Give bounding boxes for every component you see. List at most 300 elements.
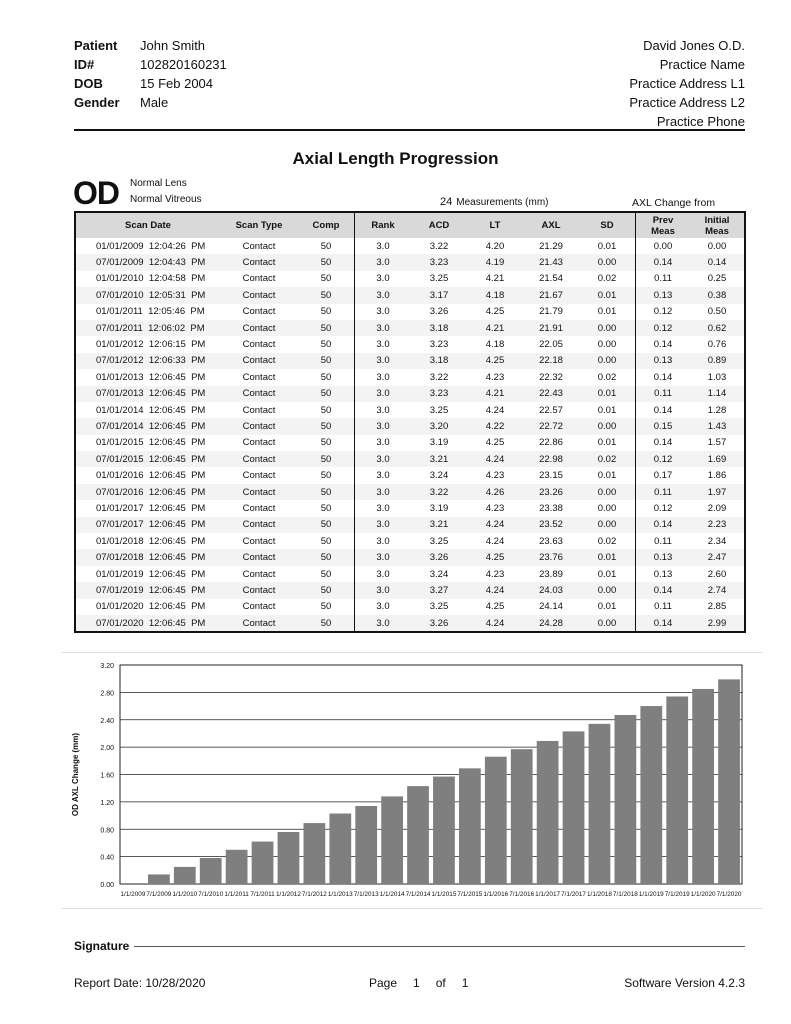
col-axl: AXL: [523, 212, 579, 238]
x-tick-label: 7/1/2020: [716, 891, 742, 898]
x-tick-label: 7/1/2019: [664, 891, 690, 898]
dob-label: DOB: [74, 76, 103, 91]
cell-scan-type: Contact: [220, 484, 298, 500]
cell-initial-meas-change: 2.34: [707, 535, 727, 547]
cell-initial-meas-change: 1.28: [707, 404, 727, 416]
table-row: [75, 386, 745, 402]
cell-comp: 50: [320, 601, 332, 613]
cell-axl: 23.52: [523, 517, 579, 533]
cell-lt: 4.25: [485, 601, 505, 613]
cell-scan-date: 07/01/2009 12:04:43 PM: [75, 254, 220, 270]
cell-scan-date: 01/01/2012 12:06:15 PM: [96, 339, 206, 351]
col-sd: SD: [579, 212, 636, 238]
cell-prev-meas-change: 0.17: [636, 467, 691, 483]
cell-prev-meas-change: 0.11: [636, 484, 691, 500]
cell-scan-date: 07/01/2014 12:06:45 PM: [75, 418, 220, 434]
col-prev-meas-line2: Meas: [651, 225, 675, 237]
cell-initial-meas-change: 1.86: [707, 470, 727, 482]
cell-prev-meas-change: 0.14: [636, 369, 691, 385]
doctor-name: David Jones O.D.: [643, 38, 745, 53]
software-version: Software Version 4.2.3: [624, 976, 745, 990]
x-tick-label: 1/1/2016: [483, 891, 509, 898]
cell-acd: 3.19: [429, 502, 449, 514]
cell-scan-date: 01/01/2009 12:04:26 PM: [96, 240, 206, 252]
col-scan-date: Scan Date: [75, 212, 220, 238]
cell-acd: 3.26: [411, 615, 467, 632]
col-scan-type: Scan Type: [220, 212, 298, 238]
cell-rank: 3.0: [355, 500, 412, 516]
page-label: Page: [369, 976, 398, 990]
cell-acd: 3.26: [429, 306, 449, 318]
cell-acd: 3.18: [411, 320, 467, 336]
cell-scan-date: 01/01/2016 12:06:45 PM: [96, 470, 206, 482]
cell-axl: 23.38: [539, 502, 563, 514]
cell-rank: 3.0: [355, 402, 412, 418]
y-tick-label: 1.20: [100, 799, 114, 807]
table-row: [75, 484, 745, 500]
page-total: 1: [461, 976, 469, 990]
cell-lt: 4.23: [485, 568, 505, 580]
cell-scan-type: Contact: [220, 451, 298, 467]
cell-axl: 23.63: [539, 535, 563, 547]
cell-initial-meas-change: 0.62: [690, 320, 745, 336]
patient-dob: 15 Feb 2004: [140, 76, 214, 91]
cell-rank: 3.0: [355, 336, 412, 352]
practice-name: Practice Name: [659, 57, 745, 72]
cell-rank: 3.0: [355, 517, 412, 533]
cell-lt: 4.21: [467, 320, 523, 336]
y-tick-label: 0.00: [100, 882, 114, 889]
bar: [640, 706, 662, 884]
cell-initial-meas-change: 2.47: [690, 549, 745, 565]
header-divider: [74, 129, 745, 131]
x-tick-label: 7/1/2012: [301, 891, 327, 898]
cell-axl: 22.05: [539, 339, 563, 351]
cell-comp: 50: [320, 273, 332, 285]
cell-sd: 0.00: [579, 353, 636, 369]
x-tick-label: 7/1/2014: [405, 891, 431, 898]
table-row: [75, 287, 745, 303]
cell-initial-meas-change: 0.89: [690, 353, 745, 369]
cell-acd: 3.23: [411, 386, 467, 402]
y-tick-label: 0.40: [100, 854, 114, 862]
cell-rank: 3.0: [355, 238, 412, 254]
col-lt: LT: [467, 212, 523, 238]
cell-scan-type: Contact: [220, 582, 298, 598]
cell-prev-meas-change: 0.11: [636, 271, 691, 287]
cell-prev-meas-change: 0.12: [636, 500, 691, 516]
cell-prev-meas-change: 0.13: [636, 287, 691, 303]
report-date: Report Date: 10/28/2020: [74, 976, 206, 990]
cell-axl: 21.43: [523, 254, 579, 270]
cell-scan-date: 07/01/2018 12:06:45 PM: [75, 549, 220, 565]
practice-address-1: Practice Address L1: [629, 76, 745, 91]
cell-scan-date: 07/01/2015 12:06:45 PM: [75, 451, 220, 467]
cell-acd: 3.22: [411, 484, 467, 500]
bar: [485, 757, 507, 884]
y-tick-label: 2.80: [100, 690, 114, 698]
table-row: [75, 517, 745, 533]
cell-scan-type: Contact: [242, 273, 276, 285]
cell-axl: 21.67: [523, 287, 579, 303]
cell-comp: 50: [298, 254, 355, 270]
cell-lt: 4.23: [485, 502, 505, 514]
patient-values: [140, 36, 227, 112]
cell-scan-date: 01/01/2014 12:06:45 PM: [96, 404, 206, 416]
cell-sd: 0.02: [579, 451, 636, 467]
y-tick-label: 2.40: [100, 717, 114, 725]
cell-axl: 24.03: [523, 582, 579, 598]
cell-acd: 3.24: [429, 568, 449, 580]
cell-rank: 3.0: [355, 271, 412, 287]
cell-initial-meas-change: 0.25: [707, 273, 727, 285]
table-row: [75, 320, 745, 336]
cell-comp: 50: [298, 484, 355, 500]
axl-change-header: AXL Change from: [632, 197, 716, 209]
cell-rank: 3.0: [355, 451, 412, 467]
cell-acd: 3.18: [411, 353, 467, 369]
x-tick-label: 1/1/2020: [690, 891, 716, 898]
cell-comp: 50: [320, 371, 332, 383]
table-row: [75, 369, 745, 385]
eye-code: OD: [73, 175, 119, 211]
x-tick-label: 1/1/2012: [276, 891, 301, 898]
x-tick-label: 1/1/2011: [224, 891, 249, 898]
cell-sd: 0.01: [597, 601, 617, 613]
cell-lt: 4.25: [467, 353, 523, 369]
x-tick-label: 1/1/2018: [587, 891, 612, 898]
cell-rank: 3.0: [355, 484, 412, 500]
cell-rank: 3.0: [355, 418, 412, 434]
cell-scan-date: 07/01/2013 12:06:45 PM: [75, 386, 220, 402]
x-tick-label: 7/1/2009: [146, 891, 172, 898]
bar: [692, 689, 714, 884]
cell-scan-type: Contact: [220, 287, 298, 303]
table-row: [75, 238, 745, 254]
cell-scan-type: Contact: [242, 535, 276, 547]
y-tick-label: 1.60: [100, 772, 114, 780]
cell-scan-date: 07/01/2012 12:06:33 PM: [75, 353, 220, 369]
cell-initial-meas-change: 0.50: [707, 306, 727, 318]
cell-comp: 50: [298, 386, 355, 402]
bar: [355, 806, 377, 884]
x-tick-label: 1/1/2019: [638, 891, 664, 898]
patient-name: John Smith: [140, 38, 206, 53]
cell-initial-meas-change: 0.76: [707, 339, 727, 351]
cell-scan-type: Contact: [220, 254, 298, 270]
cell-axl: 22.86: [539, 437, 563, 449]
cell-scan-date: 07/01/2016 12:06:45 PM: [75, 484, 220, 500]
cell-scan-type: Contact: [220, 418, 298, 434]
cell-prev-meas-change: 0.14: [636, 615, 691, 632]
table-row: [75, 254, 745, 270]
cell-prev-meas-change: 0.14: [636, 336, 691, 352]
cell-comp: 50: [320, 535, 332, 547]
cell-lt: 4.19: [467, 254, 523, 270]
signature-label: Signature: [74, 939, 130, 953]
cell-sd: 0.00: [597, 339, 617, 351]
cell-rank: 3.0: [355, 566, 412, 582]
col-initial-meas-line1: Initial: [704, 214, 730, 226]
practice-address-2: Practice Address L2: [629, 95, 745, 110]
cell-axl: 23.76: [523, 549, 579, 565]
table-row: [75, 304, 745, 320]
cell-scan-type: Contact: [220, 615, 298, 632]
cell-scan-date: 01/01/2018 12:06:45 PM: [96, 535, 206, 547]
cell-comp: 50: [298, 582, 355, 598]
col-comp: Comp: [298, 212, 355, 238]
bar: [666, 696, 688, 884]
cell-scan-type: Contact: [242, 502, 276, 514]
x-tick-label: 1/1/2010: [172, 891, 198, 898]
cell-prev-meas-change: 0.14: [636, 582, 691, 598]
measurements-header: [440, 196, 549, 208]
bar: [459, 768, 481, 884]
cell-sd: 0.01: [579, 386, 636, 402]
bar: [511, 749, 533, 884]
cell-comp: 50: [320, 470, 332, 482]
cell-prev-meas-change: 0.15: [636, 418, 691, 434]
cell-sd: 0.02: [597, 273, 617, 285]
cell-acd: 3.25: [429, 535, 449, 547]
cell-rank: 3.0: [355, 599, 412, 615]
cell-initial-meas-change: 2.60: [707, 568, 727, 580]
cell-lt: 4.24: [467, 451, 523, 467]
cell-comp: 50: [298, 353, 355, 369]
cell-comp: 50: [298, 320, 355, 336]
practice-info: [629, 36, 745, 131]
table-row: [75, 615, 745, 632]
cell-initial-meas-change: 2.23: [690, 517, 745, 533]
bar: [278, 832, 300, 884]
cell-axl: 23.15: [539, 470, 563, 482]
cell-sd: 0.02: [597, 371, 617, 383]
cell-scan-type: Contact: [242, 371, 276, 383]
cell-acd: 3.26: [411, 549, 467, 565]
measurement-label: Measurements (mm): [456, 197, 549, 208]
cell-prev-meas-change: 0.14: [636, 517, 691, 533]
cell-rank: 3.0: [355, 369, 412, 385]
cell-prev-meas-change: 0.14: [636, 254, 691, 270]
cell-initial-meas-change: 1.03: [707, 371, 727, 383]
x-tick-label: 7/1/2010: [198, 891, 224, 898]
cell-scan-type: Contact: [220, 353, 298, 369]
cell-axl: 24.14: [539, 601, 563, 613]
cell-scan-date: 01/01/2015 12:06:45 PM: [96, 437, 206, 449]
col-prev-meas: [636, 212, 691, 238]
cell-sd: 0.01: [597, 568, 617, 580]
cell-rank: 3.0: [355, 254, 412, 270]
cell-scan-date: 07/01/2019 12:06:45 PM: [75, 582, 220, 598]
x-tick-label: 1/1/2017: [535, 891, 561, 898]
table-row: [75, 533, 745, 549]
cell-scan-date: 01/01/2017 12:06:45 PM: [96, 502, 206, 514]
table-row: [75, 271, 745, 287]
table-row: [75, 582, 745, 598]
table-row: [75, 353, 745, 369]
bar: [174, 867, 196, 884]
cell-axl: 22.72: [523, 418, 579, 434]
cell-initial-meas-change: 0.00: [707, 240, 727, 252]
cell-axl: 22.18: [523, 353, 579, 369]
cell-rank: 3.0: [355, 435, 412, 451]
cell-rank: 3.0: [355, 549, 412, 565]
cell-lt: 4.22: [467, 418, 523, 434]
cell-sd: 0.00: [579, 615, 636, 632]
cell-lt: 4.25: [485, 437, 505, 449]
cell-axl: 23.26: [523, 484, 579, 500]
measurement-table: [74, 211, 746, 633]
page-indicator: [369, 976, 468, 990]
cell-prev-meas-change: 0.00: [636, 238, 691, 254]
cell-scan-date: 01/01/2020 12:06:45 PM: [96, 601, 206, 613]
y-tick-label: 2.00: [100, 745, 114, 753]
cell-axl: 21.79: [539, 306, 563, 318]
patient-label: Patient: [74, 38, 118, 53]
cell-prev-meas-change: 0.14: [636, 435, 691, 451]
vitreous-type: Normal Vitreous: [130, 194, 202, 205]
report-title: Axial Length Progression: [292, 149, 499, 168]
y-tick-label: 0.80: [100, 827, 114, 835]
cell-prev-meas-change: 0.14: [636, 402, 691, 418]
cell-acd: 3.20: [411, 418, 467, 434]
cell-axl: 24.28: [523, 615, 579, 632]
col-prev-meas-line1: Prev: [652, 214, 674, 226]
cell-rank: 3.0: [355, 304, 412, 320]
cell-prev-meas-change: 0.13: [636, 549, 691, 565]
axl-change-chart: [62, 653, 762, 908]
cell-sd: 0.01: [597, 404, 617, 416]
cell-lt: 4.25: [485, 306, 505, 318]
cell-lt: 4.24: [485, 535, 505, 547]
signature-line: [134, 946, 745, 947]
bar: [226, 850, 248, 884]
cell-axl: 21.54: [539, 273, 563, 285]
cell-scan-date: 01/01/2019 12:06:45 PM: [96, 568, 206, 580]
cell-prev-meas-change: 0.11: [636, 386, 691, 402]
cell-lt: 4.18: [467, 287, 523, 303]
cell-sd: 0.00: [597, 502, 617, 514]
x-tick-label: 7/1/2011: [250, 891, 275, 898]
chart-panel: [62, 652, 762, 909]
lens-type: Normal Lens: [130, 178, 187, 189]
gender-label: Gender: [74, 95, 120, 110]
bar: [329, 814, 351, 884]
bar: [303, 823, 325, 884]
col-rank: Rank: [355, 212, 412, 238]
cell-prev-meas-change: 0.13: [636, 566, 691, 582]
cell-sd: 0.00: [579, 254, 636, 270]
cell-comp: 50: [320, 502, 332, 514]
patient-gender: Male: [140, 95, 169, 110]
cell-acd: 3.19: [429, 437, 449, 449]
cell-lt: 4.18: [485, 339, 505, 351]
cell-rank: 3.0: [355, 582, 412, 598]
bar: [433, 777, 455, 884]
cell-lt: 4.24: [467, 517, 523, 533]
cell-initial-meas-change: 0.38: [690, 287, 745, 303]
cell-axl: 22.57: [539, 404, 563, 416]
cell-sd: 0.00: [579, 517, 636, 533]
cell-lt: 4.24: [485, 404, 505, 416]
table-row: [75, 418, 745, 434]
cell-prev-meas-change: 0.12: [636, 451, 691, 467]
cell-rank: 3.0: [355, 615, 412, 632]
cell-axl: 22.32: [539, 371, 563, 383]
cell-scan-type: Contact: [242, 240, 276, 252]
x-tick-label: 1/1/2009: [120, 891, 146, 898]
cell-acd: 3.17: [411, 287, 467, 303]
cell-rank: 3.0: [355, 287, 412, 303]
of-label: of: [435, 976, 446, 990]
cell-initial-meas-change: 2.09: [707, 502, 727, 514]
cell-acd: 3.21: [411, 451, 467, 467]
cell-comp: 50: [298, 418, 355, 434]
cell-sd: 0.01: [597, 306, 617, 318]
table-row: [75, 336, 745, 352]
cell-acd: 3.22: [429, 371, 449, 383]
cell-initial-meas-change: 1.14: [690, 386, 745, 402]
cell-lt: 4.24: [467, 615, 523, 632]
cell-rank: 3.0: [355, 533, 412, 549]
bar: [407, 786, 429, 884]
col-initial-meas-line2: Meas: [705, 225, 729, 237]
bar: [200, 858, 222, 884]
cell-comp: 50: [320, 339, 332, 351]
cell-lt: 4.23: [485, 470, 505, 482]
table-row: [75, 549, 745, 565]
patient-labels: [74, 36, 120, 112]
practice-phone: Practice Phone: [656, 114, 745, 129]
cell-lt: 4.21: [467, 386, 523, 402]
cell-initial-meas-change: 1.43: [690, 418, 745, 434]
cell-acd: 3.25: [429, 601, 449, 613]
cell-scan-date: 01/01/2010 12:04:58 PM: [96, 273, 206, 285]
cell-acd: 3.23: [429, 339, 449, 351]
bar: [563, 731, 585, 884]
cell-initial-meas-change: 0.14: [690, 254, 745, 270]
cell-comp: 50: [298, 549, 355, 565]
cell-sd: 0.01: [597, 240, 617, 252]
cell-scan-type: Contact: [242, 339, 276, 351]
table-header-row: [75, 212, 745, 238]
table-body: [75, 238, 745, 632]
cell-sd: 0.01: [579, 287, 636, 303]
cell-sd: 0.00: [579, 582, 636, 598]
bar: [614, 715, 636, 884]
cell-sd: 0.01: [597, 470, 617, 482]
x-tick-label: 7/1/2013: [353, 891, 379, 898]
cell-comp: 50: [320, 240, 332, 252]
cell-acd: 3.27: [411, 582, 467, 598]
cell-comp: 50: [298, 451, 355, 467]
table-row: [75, 435, 745, 451]
table-row: [75, 599, 745, 615]
x-tick-label: 1/1/2013: [327, 891, 353, 898]
bar: [718, 679, 740, 884]
cell-sd: 0.00: [579, 418, 636, 434]
cell-initial-meas-change: 2.74: [690, 582, 745, 598]
cell-initial-meas-change: 1.97: [690, 484, 745, 500]
cell-rank: 3.0: [355, 353, 412, 369]
cell-axl: 21.29: [539, 240, 563, 252]
cell-comp: 50: [298, 517, 355, 533]
cell-scan-type: Contact: [220, 549, 298, 565]
cell-scan-type: Contact: [220, 320, 298, 336]
cell-initial-meas-change: 1.69: [690, 451, 745, 467]
table-row: [75, 467, 745, 483]
cell-scan-date: 07/01/2011 12:06:02 PM: [75, 320, 220, 336]
